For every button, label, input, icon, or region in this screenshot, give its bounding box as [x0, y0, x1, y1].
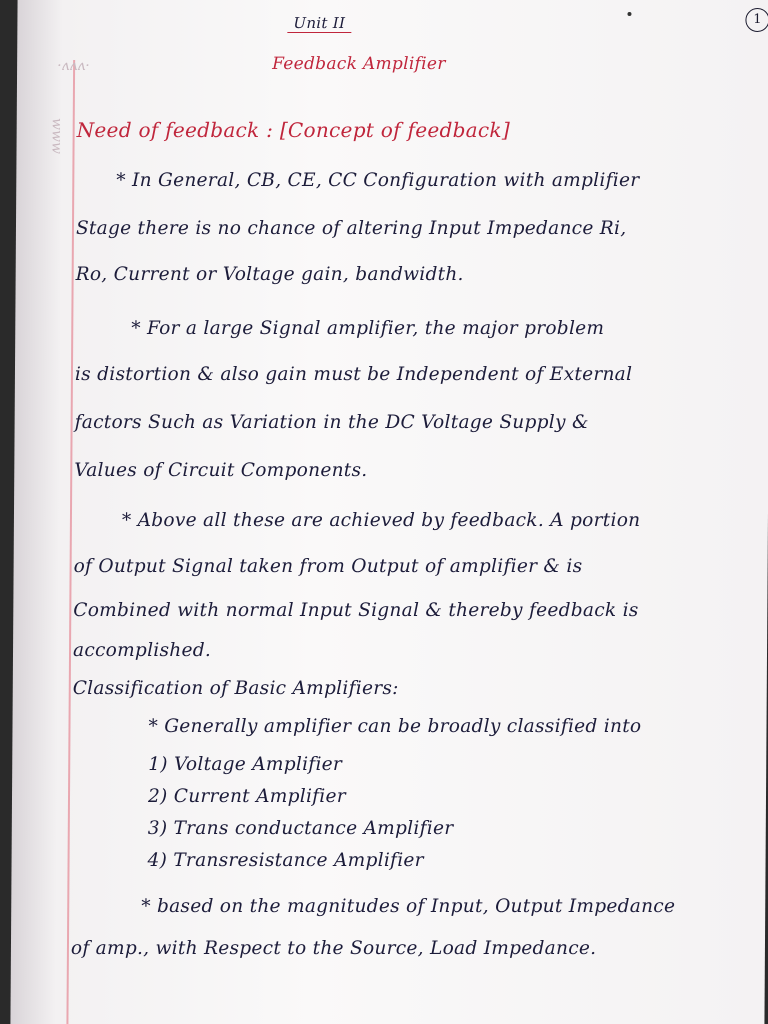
list-item: 1) Voltage Amplifier: [148, 754, 343, 775]
margin-line: [66, 60, 75, 1024]
text-line: factors Such as Variation in the DC Voltage Supply &: [74, 412, 589, 433]
text-line: * In General, CB, CE, CC Configuration with amplifier: [116, 170, 640, 191]
notebook-page: [10, 0, 768, 1024]
text-line: Values of Circuit Components.: [74, 460, 368, 481]
page-title: Feedback Amplifier: [272, 54, 446, 74]
ink-dot: [627, 12, 631, 16]
text-line: Combined with normal Input Signal & thereby feedback is: [73, 600, 639, 621]
page-number: 1: [745, 8, 768, 32]
faint-bleed-mark: ·ʌʌʌ·: [57, 58, 90, 74]
faint-side-mark: www: [48, 118, 65, 154]
text-line: * Above all these are achieved by feedback. A portion: [121, 510, 641, 531]
text-line: * based on the magnitudes of Input, Output Impedance: [141, 896, 676, 917]
text-line: Ro, Current or Voltage gain, bandwidth.: [75, 264, 464, 285]
text-line: of Output Signal taken from Output of amplifier & is: [73, 556, 583, 577]
text-line: is distortion & also gain must be Independent of External: [74, 364, 633, 385]
section-heading-feedback: Need of feedback : [Concept of feedback]: [76, 118, 511, 142]
list-item: 2) Current Amplifier: [147, 786, 347, 807]
list-item: 4) Transresistance Amplifier: [147, 850, 424, 871]
text-line: * Generally amplifier can be broadly classified into: [148, 716, 642, 737]
section-heading-classification: Classification of Basic Amplifiers:: [72, 678, 399, 699]
unit-label: Unit II: [287, 14, 351, 33]
text-line: * For a large Signal amplifier, the major problem: [131, 318, 605, 339]
text-line: of amp., with Respect to the Source, Load Impedance.: [70, 938, 597, 959]
list-item: 3) Trans conductance Amplifier: [147, 818, 454, 839]
text-line: Stage there is no chance of altering Input Impedance Ri,: [75, 218, 627, 239]
text-line: accomplished.: [72, 640, 212, 661]
